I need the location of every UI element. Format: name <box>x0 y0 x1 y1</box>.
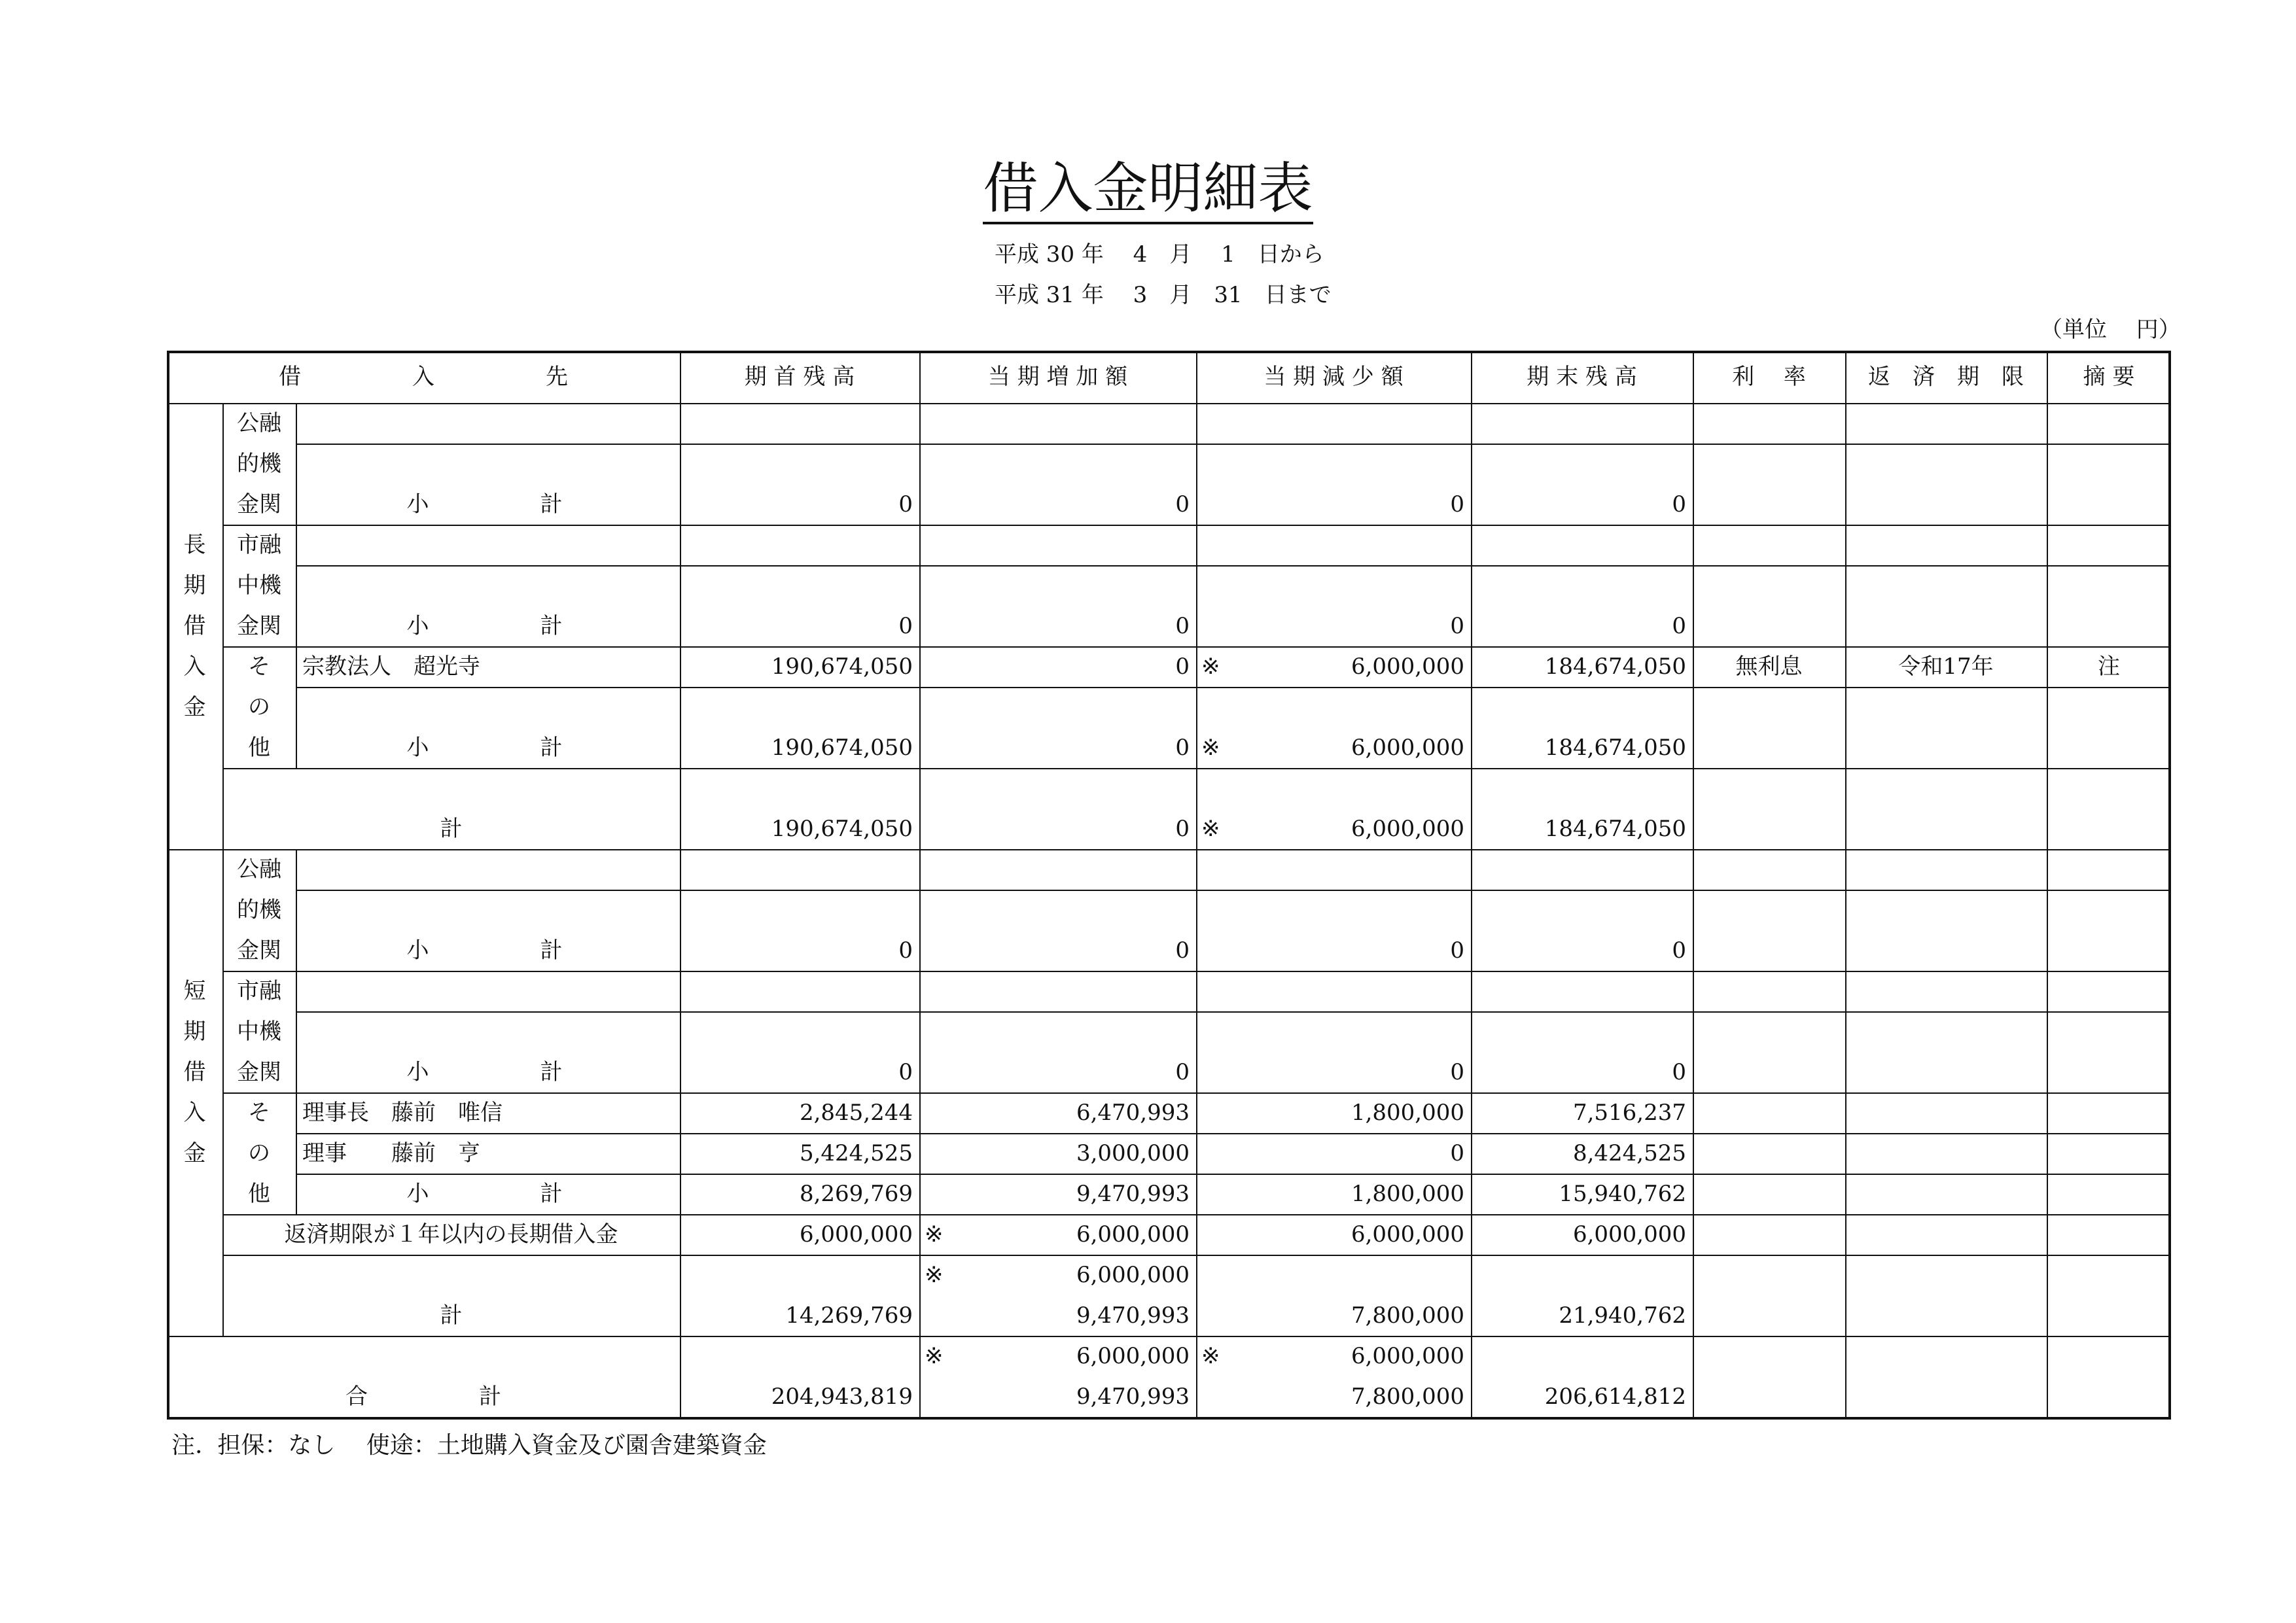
subtotal-label: 小 計 <box>406 735 563 761</box>
total-value: 21,940,762 <box>1559 1302 1686 1329</box>
category-label: そ <box>248 1100 270 1126</box>
total-value: 184,674,050 <box>1544 816 1686 842</box>
section-label-char: 短 <box>183 978 206 1004</box>
subtotal-value: 0 <box>1672 491 1686 517</box>
header-rate: 利 率 <box>1732 364 1806 390</box>
grand-total-value: 206,614,812 <box>1544 1384 1686 1410</box>
subtotal-value: 0 <box>1175 735 1190 761</box>
header-increase: 当 期 増 加 額 <box>987 364 1128 390</box>
rate-value: 無利息 <box>1735 654 1803 680</box>
row-value: 6,000,000 <box>1351 654 1464 680</box>
category-label: 金関 <box>237 613 281 639</box>
subtotal-value: 0 <box>1450 613 1464 639</box>
lender-name: 宗教法人 超光寺 <box>302 654 480 680</box>
total-label: 計 <box>440 816 463 842</box>
subtotal-value: 0 <box>1450 937 1464 964</box>
category-label: 他 <box>248 735 270 761</box>
category-label: 金関 <box>237 1059 281 1085</box>
total-value: 7,800,000 <box>1351 1302 1464 1329</box>
subtotal-value: 0 <box>898 613 913 639</box>
subtotal-label: 小 計 <box>406 491 563 517</box>
subtotal-value: 0 <box>1175 1059 1190 1085</box>
row-value: 6,470,993 <box>1076 1100 1190 1126</box>
period-to: 平成 31 年 3 月 31 日まで <box>995 282 1332 308</box>
total-value: 9,470,993 <box>1076 1302 1190 1329</box>
row-value: 8,424,525 <box>1572 1140 1686 1166</box>
row-value: 2,845,244 <box>799 1100 913 1126</box>
row-value: 0 <box>1450 1140 1464 1166</box>
current-portion-label: 返済期限が１年以内の長期借入金 <box>284 1221 618 1248</box>
section-label-char: 長 <box>183 532 206 558</box>
subtotal-label: 小 計 <box>406 1059 563 1085</box>
header-remarks: 摘 要 <box>2083 364 2135 390</box>
document-title: 借入金明細表 <box>0 156 2296 221</box>
subtotal-value: 8,269,769 <box>799 1181 913 1207</box>
subtotal-value: 0 <box>1175 937 1190 964</box>
current-portion-value: 6,000,000 <box>799 1221 913 1248</box>
total-value: 14,269,769 <box>785 1302 913 1329</box>
grand-total-value: 204,943,819 <box>771 1384 913 1410</box>
subtotal-value: 0 <box>1672 937 1686 964</box>
header-lender: 借 入 先 <box>279 364 568 390</box>
category-label: 金関 <box>237 491 281 517</box>
current-portion-value: 6,000,000 <box>1351 1221 1464 1248</box>
subtotal-value: 0 <box>1672 1059 1686 1085</box>
lender-name: 理事 藤前 亨 <box>302 1140 480 1166</box>
subtotal-value: 0 <box>898 937 913 964</box>
row-value: 184,674,050 <box>1544 654 1686 680</box>
mark: ※ <box>1201 654 1220 680</box>
subtotal-value: 0 <box>1175 491 1190 517</box>
unit-label: （単位 円） <box>2040 317 2181 343</box>
category-label: そ <box>248 654 270 680</box>
current-portion-value: 6,000,000 <box>1076 1221 1190 1248</box>
grand-total-label: 合 計 <box>345 1384 501 1410</box>
grand-total-value: 6,000,000 <box>1351 1343 1464 1369</box>
subtotal-value: 0 <box>1450 1059 1464 1085</box>
category-label: 市融 <box>237 978 281 1004</box>
header-decrease: 当 期 減 少 額 <box>1263 364 1404 390</box>
category-label: 公融 <box>237 410 281 436</box>
row-value: 1,800,000 <box>1351 1100 1464 1126</box>
header-closing: 期 末 残 高 <box>1527 364 1637 390</box>
total-value: 6,000,000 <box>1351 816 1464 842</box>
category-label: の <box>248 1140 270 1166</box>
total-label: 計 <box>440 1302 463 1329</box>
subtotal-value: 1,800,000 <box>1351 1181 1464 1207</box>
category-label: 他 <box>248 1181 270 1207</box>
category-label: 金関 <box>237 937 281 964</box>
section-label-char: 借 <box>183 613 206 639</box>
subtotal-label: 小 計 <box>406 937 563 964</box>
header-due: 返 済 期 限 <box>1868 364 2024 390</box>
period-from: 平成 30 年 4 月 1 日から <box>995 241 1324 268</box>
category-label: 公融 <box>237 856 281 882</box>
section-label-char: 期 <box>183 1019 206 1045</box>
remarks-value: 注 <box>2098 654 2120 680</box>
section-label-char: 金 <box>183 694 206 720</box>
subtotal-value: 9,470,993 <box>1076 1181 1190 1207</box>
subtotal-value: 0 <box>1175 613 1190 639</box>
section-label-char: 金 <box>183 1140 206 1166</box>
grand-total-value: 9,470,993 <box>1076 1384 1190 1410</box>
row-value: 190,674,050 <box>771 654 913 680</box>
category-label: 市融 <box>237 532 281 558</box>
subtotal-value: 0 <box>1672 613 1686 639</box>
current-portion-value: 6,000,000 <box>1572 1221 1686 1248</box>
row-value: 5,424,525 <box>799 1140 913 1166</box>
total-value: 0 <box>1175 816 1190 842</box>
category-label: 中機 <box>237 1019 281 1045</box>
mark: ※ <box>925 1262 944 1288</box>
mark: ※ <box>1201 735 1220 761</box>
row-value: 7,516,237 <box>1572 1100 1686 1126</box>
period <box>995 234 1332 315</box>
total-value: 190,674,050 <box>771 816 913 842</box>
category-label: 的機 <box>237 897 281 923</box>
row-value: 3,000,000 <box>1076 1140 1190 1166</box>
section-label-char: 借 <box>183 1059 206 1085</box>
total-value: 6,000,000 <box>1076 1262 1190 1288</box>
header-opening: 期 首 残 高 <box>744 364 855 390</box>
mark: ※ <box>925 1221 944 1248</box>
footnote: 注. 担保：なし 使途：土地購入資金及び園舎建築資金 <box>171 1432 767 1459</box>
subtotal-value: 6,000,000 <box>1351 735 1464 761</box>
subtotal-value: 15,940,762 <box>1559 1181 1686 1207</box>
section-label-char: 期 <box>183 572 206 599</box>
category-label: 的機 <box>237 451 281 477</box>
subtotal-value: 190,674,050 <box>771 735 913 761</box>
subtotal-value: 184,674,050 <box>1544 735 1686 761</box>
section-label-char: 入 <box>183 654 206 680</box>
mark: ※ <box>1201 1343 1220 1369</box>
row-value: 0 <box>1175 654 1190 680</box>
section-label-char: 入 <box>183 1100 206 1126</box>
subtotal-value: 0 <box>1450 491 1464 517</box>
subtotal-value: 0 <box>898 491 913 517</box>
grand-total-value: 6,000,000 <box>1076 1343 1190 1369</box>
due-value: 令和17年 <box>1898 654 1994 680</box>
category-label: の <box>248 694 270 720</box>
mark: ※ <box>925 1343 944 1369</box>
mark: ※ <box>1201 816 1220 842</box>
table-frame <box>167 351 2171 1420</box>
subtotal-label: 小 計 <box>406 613 563 639</box>
category-label: 中機 <box>237 572 281 599</box>
grand-total-value: 7,800,000 <box>1351 1384 1464 1410</box>
lender-name: 理事長 藤前 唯信 <box>302 1100 503 1126</box>
subtotal-label: 小 計 <box>406 1181 563 1207</box>
subtotal-value: 0 <box>898 1059 913 1085</box>
